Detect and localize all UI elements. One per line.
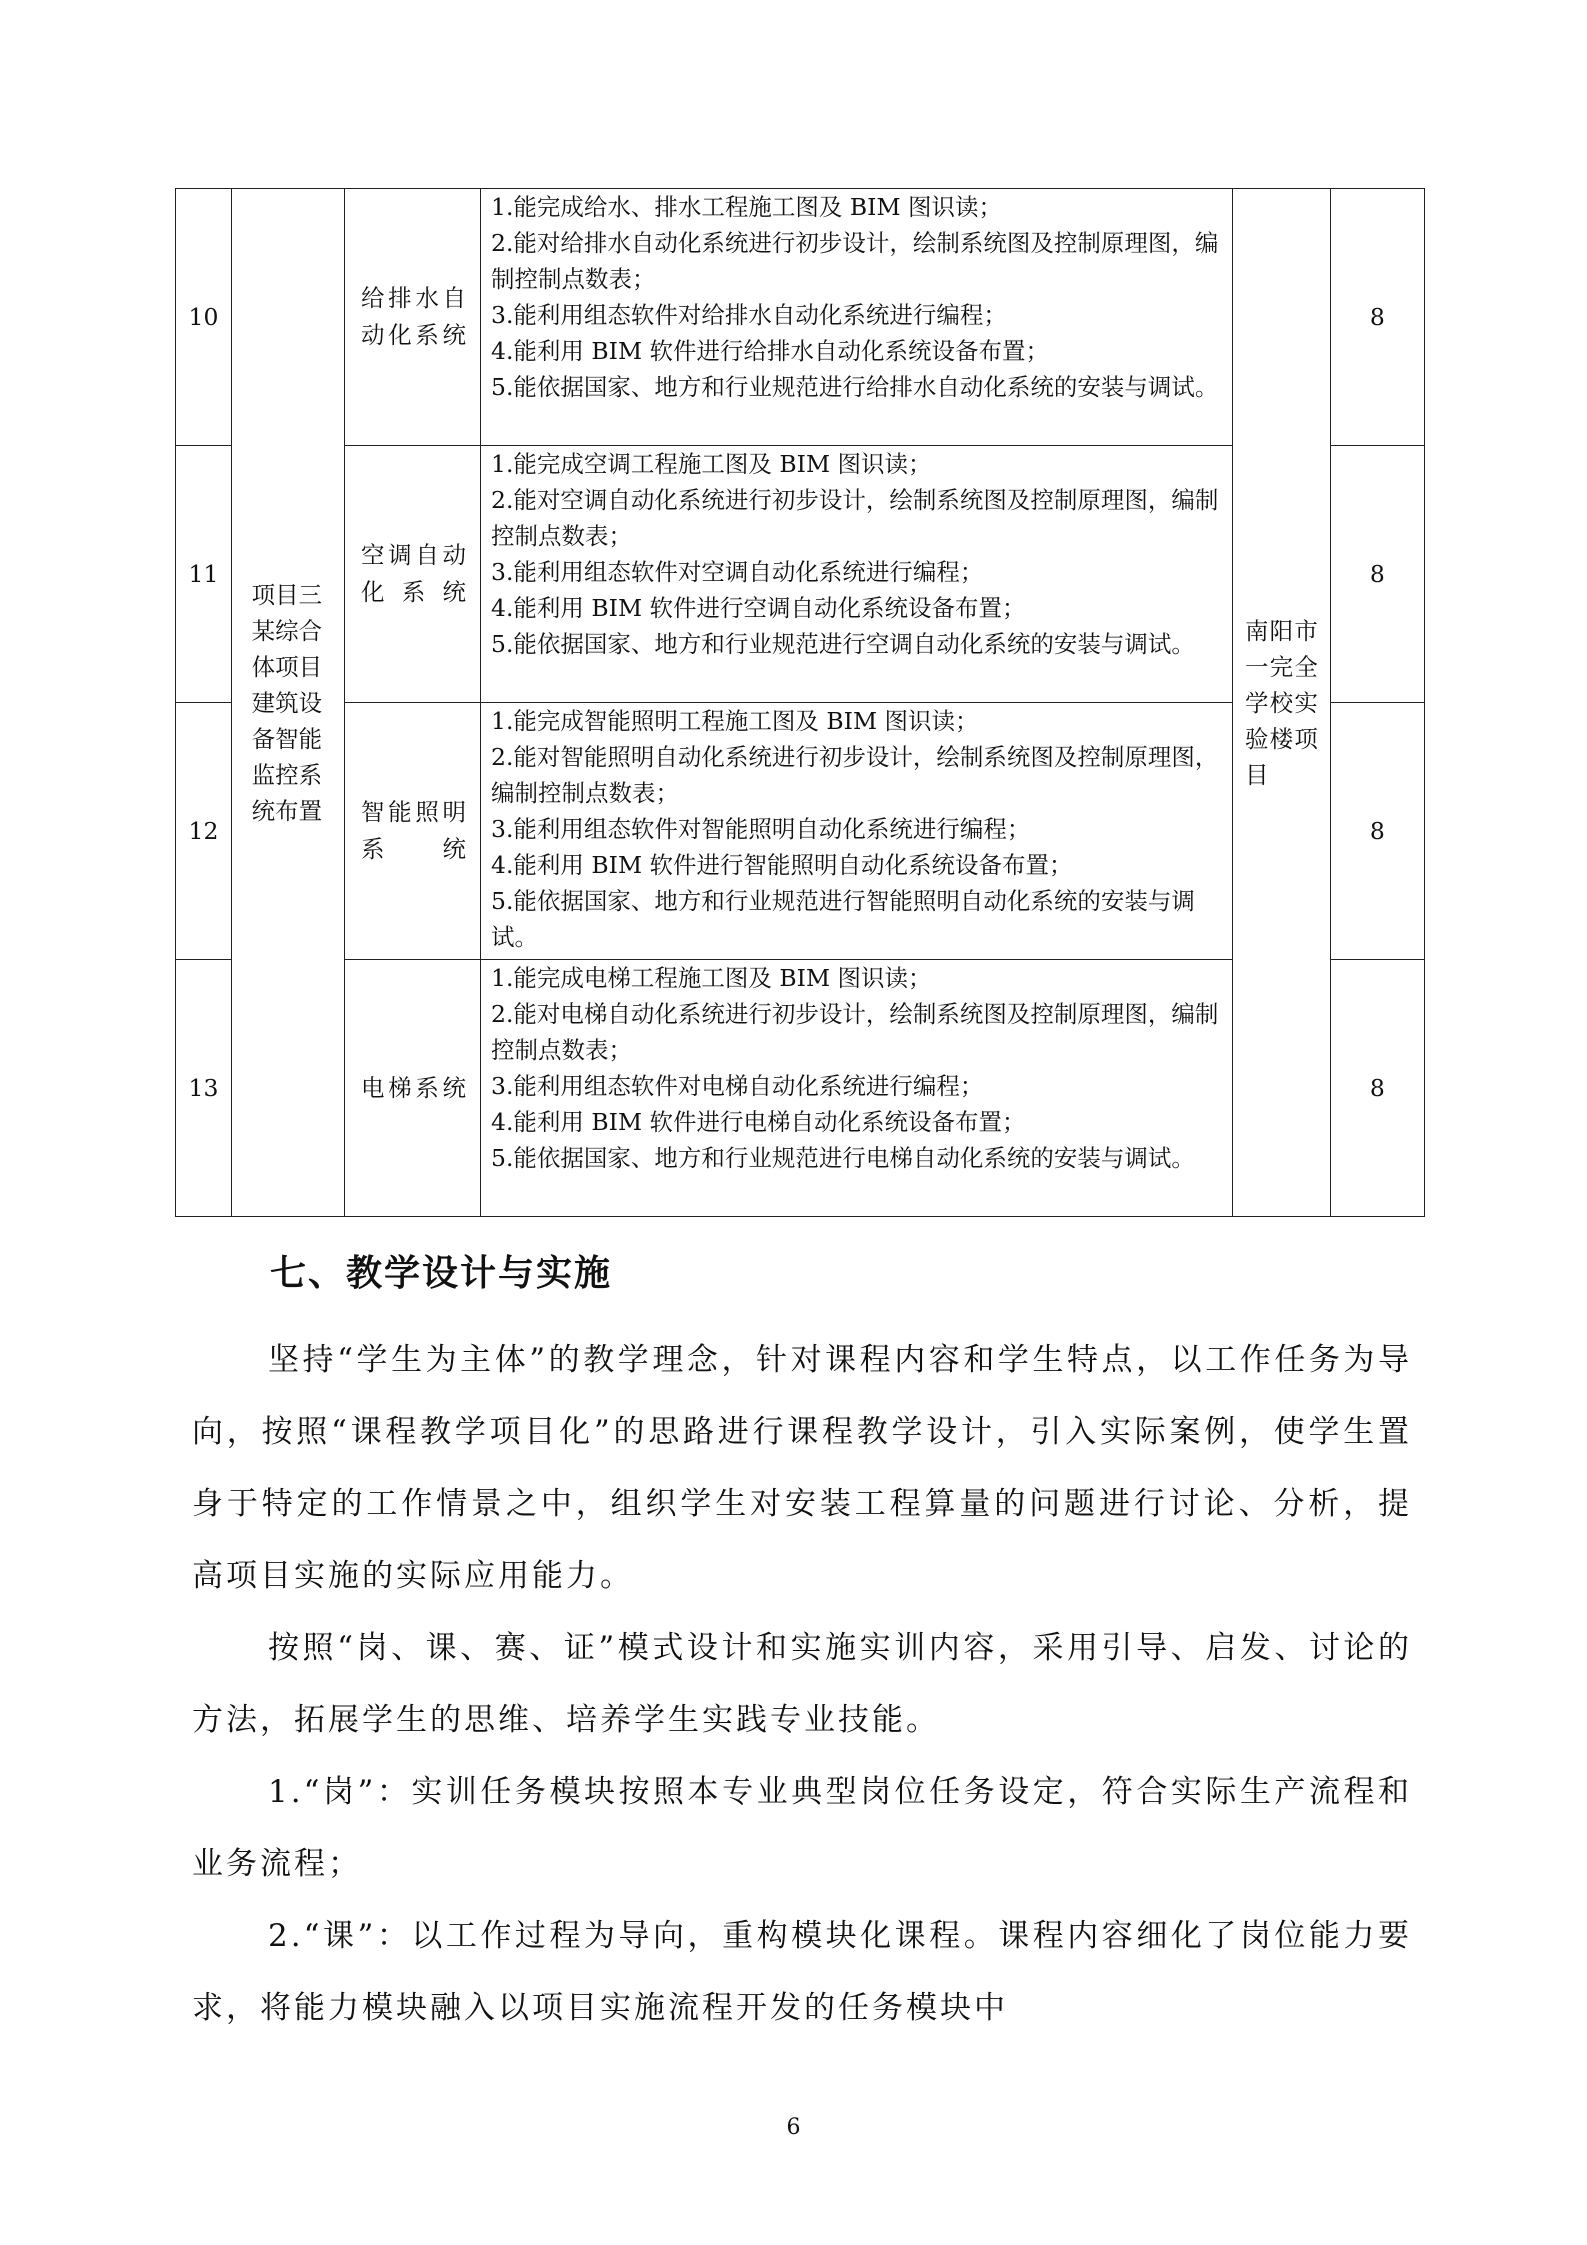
content-line: 5.能依据国家、地方和行业规范进行智能照明自动化系统的安装与调试。 — [491, 887, 1195, 951]
content-line: 3.能利用组态软件对给排水自动化系统进行编程； — [491, 301, 1007, 329]
project-cell — [232, 189, 345, 1217]
content-line: 5.能依据国家、地方和行业规范进行给排水自动化系统的安装与调试。 — [491, 373, 1219, 401]
hours-cell: 8 — [1330, 446, 1424, 703]
site-name: 南阳市一完全学校实验楼项目 — [1245, 616, 1318, 789]
content-line: 4.能利用 BIM 软件进行给排水自动化系统设备布置； — [491, 337, 1049, 365]
table-row — [176, 189, 1425, 446]
row-number: 13 — [176, 960, 232, 1217]
hours-cell: 8 — [1330, 703, 1424, 960]
content-line: 5.能依据国家、地方和行业规范进行空调自动化系统的安装与调试。 — [491, 630, 1195, 658]
hours-cell: 8 — [1330, 189, 1424, 446]
hours-cell: 8 — [1330, 960, 1424, 1217]
subproject-name: 空调自动化系统 — [361, 541, 466, 606]
content-line: 4.能利用 BIM 软件进行智能照明自动化系统设备布置； — [491, 851, 1073, 879]
section-heading: 七、教学设计与实施 — [270, 1253, 613, 1294]
content-line: 2.能对智能照明自动化系统进行初步设计，绘制系统图及控制原理图，编制控制点数表； — [491, 743, 1219, 807]
site-cell — [1233, 189, 1331, 1217]
content-line: 2.能对电梯自动化系统进行初步设计，绘制系统图及控制原理图，编制控制点数表； — [491, 1000, 1219, 1064]
project-name: 项目三某综合体项目建筑设备智能监控系统布置 — [251, 580, 323, 825]
row-number: 11 — [176, 446, 232, 703]
content-cell — [481, 189, 1233, 446]
content-line: 1.能完成智能照明工程施工图及 BIM 图识读； — [491, 707, 979, 735]
row-number: 12 — [176, 703, 232, 960]
content-line: 3.能利用组态软件对电梯自动化系统进行编程； — [491, 1072, 984, 1100]
page-number: 6 — [786, 2115, 801, 2140]
content-line: 2.能对给排水自动化系统进行初步设计，绘制系统图及控制原理图，编制控制点数表； — [491, 229, 1219, 293]
subproject-name: 智能照明系统 — [361, 798, 466, 863]
subproject-cell — [345, 703, 481, 960]
paragraph: 按照“岗、课、赛、证”模式设计和实施实训内容，采用引导、启发、讨论的方法，拓展学生的思维、培养学生实践专业技能。 — [192, 1630, 1412, 1738]
row-number: 10 — [176, 189, 232, 446]
content-line: 3.能利用组态软件对智能照明自动化系统进行编程； — [491, 815, 1031, 843]
content-cell — [481, 703, 1233, 960]
content-line: 2.能对空调自动化系统进行初步设计，绘制系统图及控制原理图，编制控制点数表； — [491, 486, 1219, 550]
paragraph: 2.“课”：以工作过程为导向，重构模块化课程。课程内容细化了岗位能力要求，将能力模块融入以项目实施流程开发的任务模块中 — [192, 1918, 1412, 2026]
content-cell — [481, 446, 1233, 703]
subproject-cell — [345, 446, 481, 703]
content-line: 1.能完成给水、排水工程施工图及 BIM 图识读； — [491, 193, 1002, 221]
content-cell — [481, 960, 1233, 1217]
subproject-name: 电梯系统 — [361, 1073, 466, 1102]
curriculum-table — [175, 188, 1425, 1217]
paragraph: 1.“岗”：实训任务模块按照本专业典型岗位任务设定，符合实际生产流程和业务流程； — [192, 1774, 1412, 1882]
subproject-cell — [345, 189, 481, 446]
content-line: 3.能利用组态软件对空调自动化系统进行编程； — [491, 558, 984, 586]
paragraph: 坚持“学生为主体”的教学理念，针对课程内容和学生特点，以工作任务为导向，按照“课程教学项目化”的思路进行课程教学设计，引入实际案例，使学生置身于特定的工作情景之中，组织学生对安装工程算量的问题进行讨论、分析，提高项目实施的实际应用能力。 — [192, 1342, 1412, 1594]
content-line: 1.能完成空调工程施工图及 BIM 图识读； — [491, 450, 932, 478]
subproject-name: 给排水自动化系统 — [361, 284, 466, 349]
content-line: 5.能依据国家、地方和行业规范进行电梯自动化系统的安装与调试。 — [491, 1144, 1195, 1172]
subproject-cell — [345, 960, 481, 1217]
content-line: 4.能利用 BIM 软件进行空调自动化系统设备布置； — [491, 594, 1026, 622]
content-line: 1.能完成电梯工程施工图及 BIM 图识读； — [491, 964, 932, 992]
content-line: 4.能利用 BIM 软件进行电梯自动化系统设备布置； — [491, 1108, 1026, 1136]
